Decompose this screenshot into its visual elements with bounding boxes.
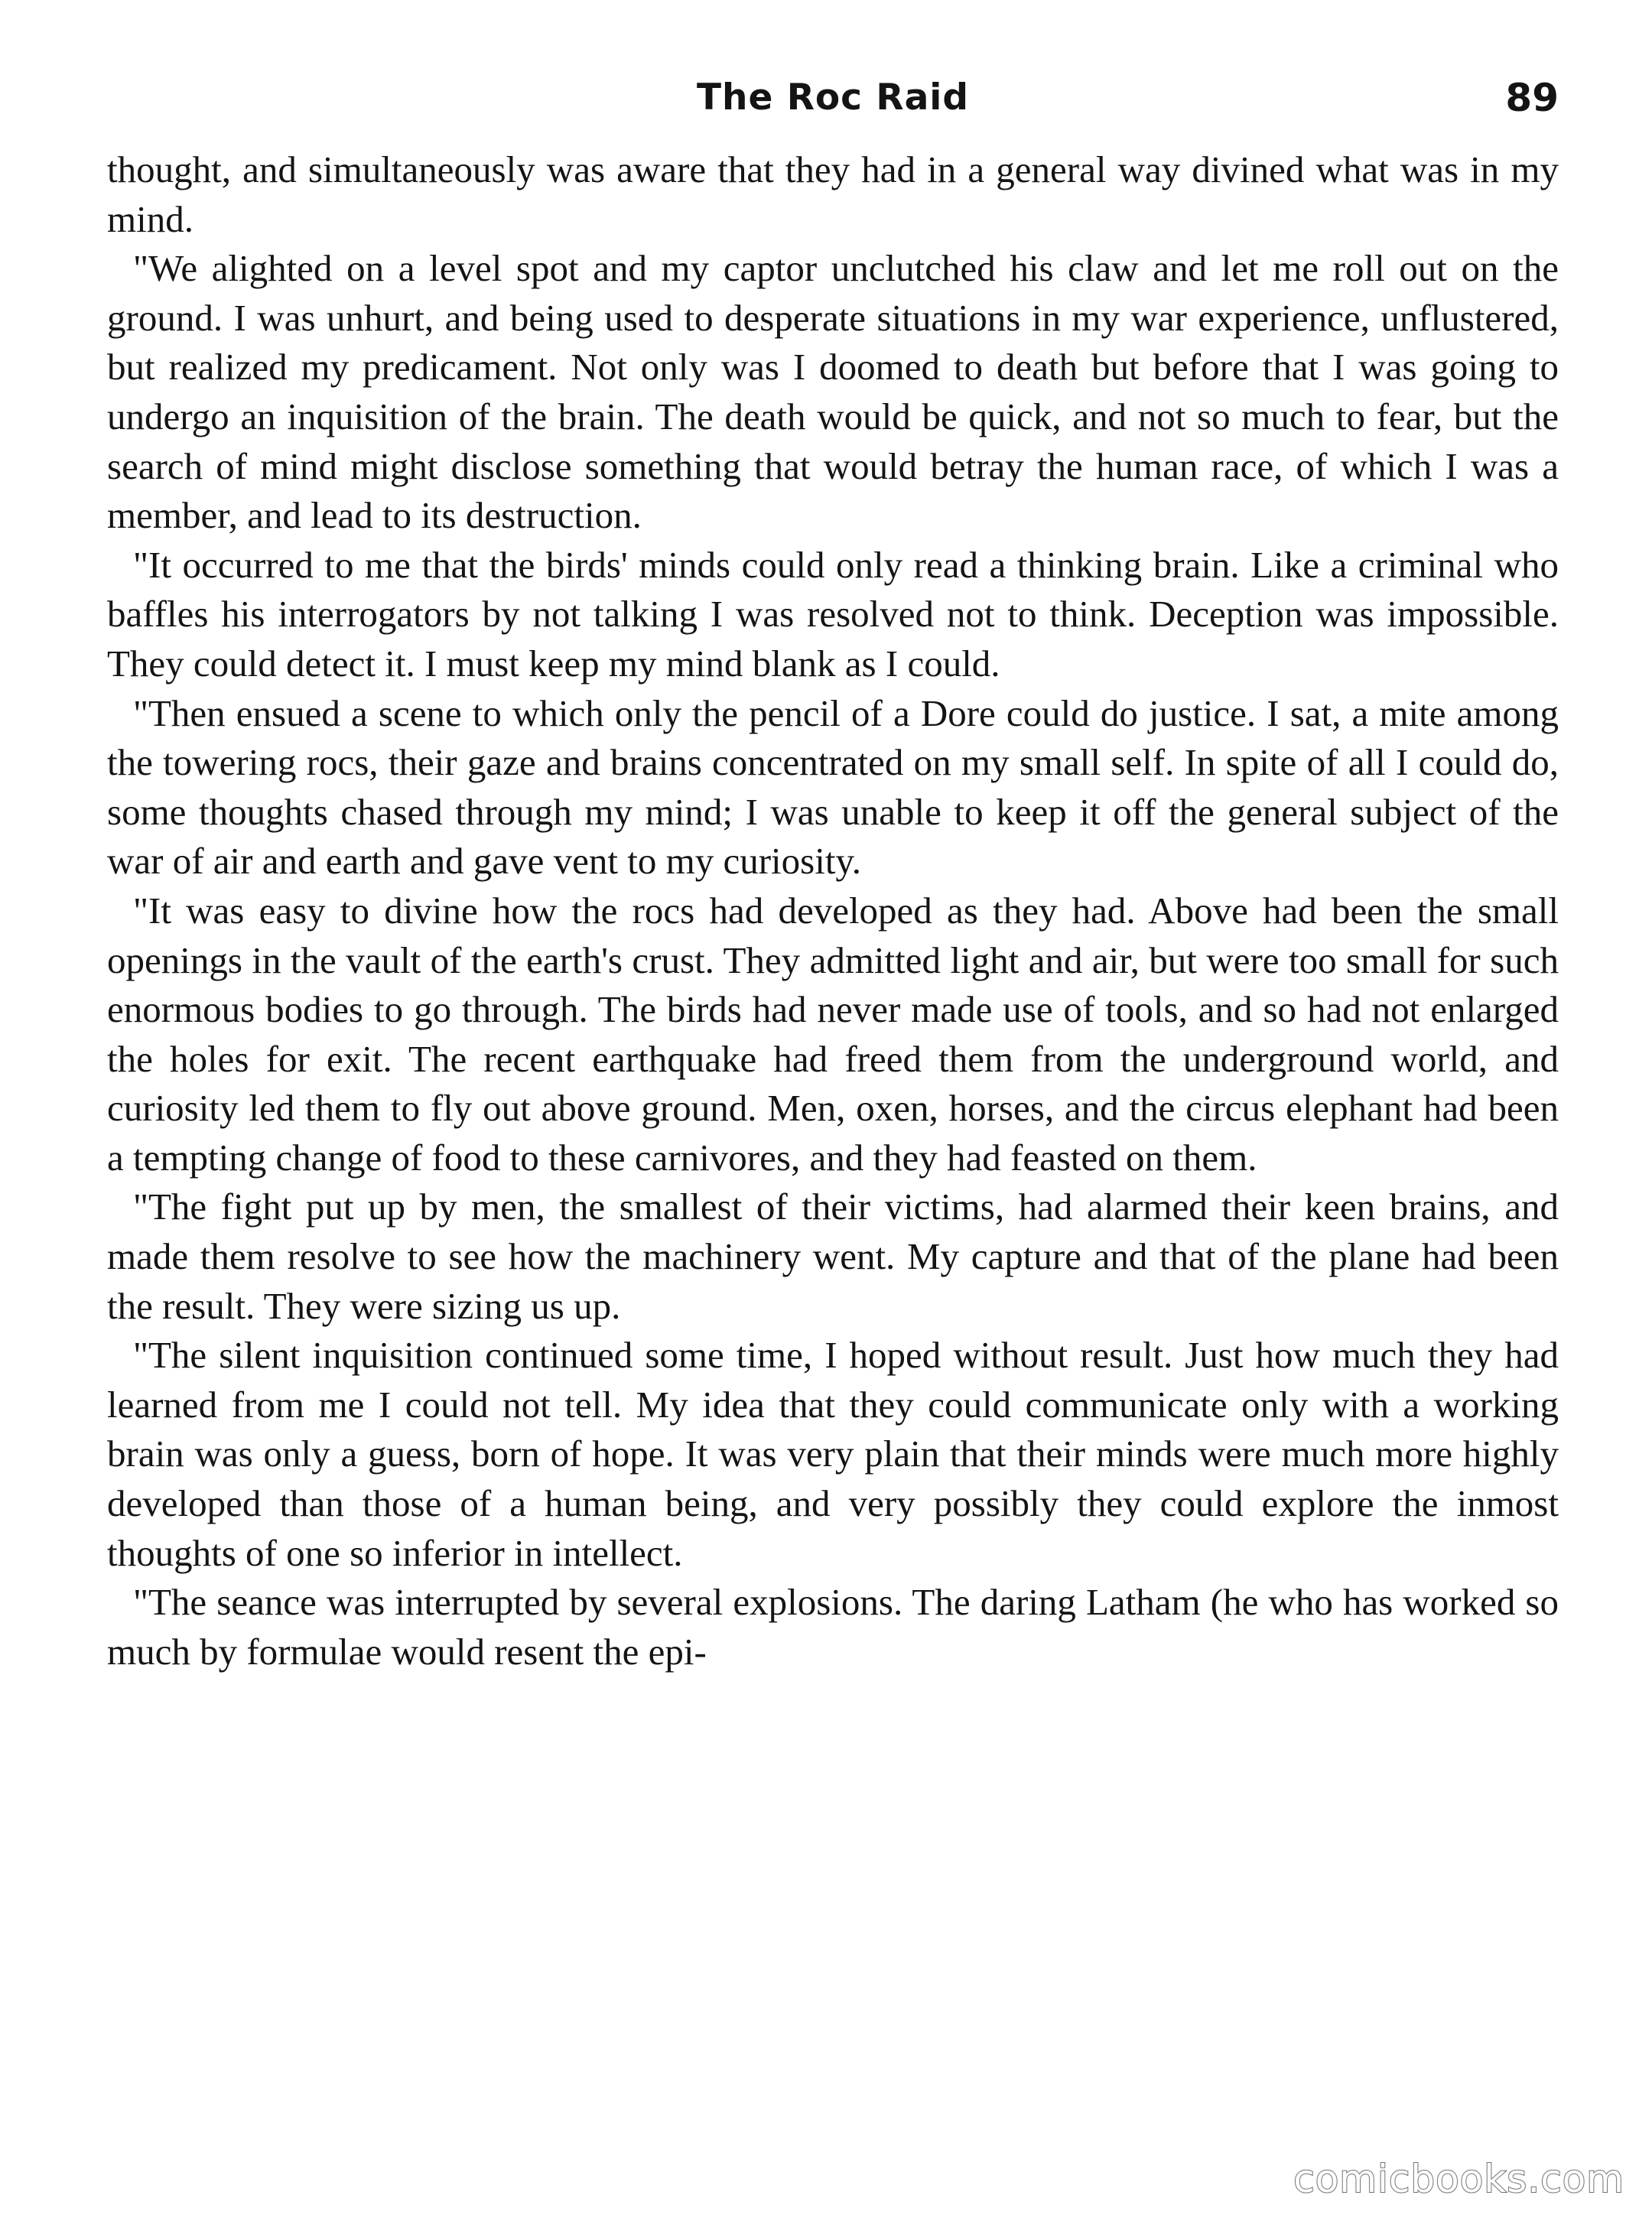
page-number: 89 (1505, 76, 1559, 120)
body-text (107, 145, 1559, 1677)
paragraph: "The silent inquisition continued some time, I hoped without result. Just how much they had learned from me I could not tell. My idea that they could communicate only with a working brain was only a guess, born of hope. It was very plain that their minds were much more highly developed than those of a human being, and very possibly they could explore the inmost thoughts of one so inferior in intellect. (107, 1334, 1559, 1574)
site-watermark: comicbooks.com (1293, 2157, 1624, 2201)
paragraph-truncated: "The seance was interrupted by several explosions. The daring Latham (he who has worked so much by formulae would resent the epi- (107, 1581, 1559, 1673)
paragraph: "It occurred to me that the birds' minds could only read a thinking brain. Like a criminal who baffles his interrogators by not talking I was resolved not to think. Deception was impossible. They could detect it. I must keep my mind blank as I could. (107, 543, 1559, 685)
chapter-title: The Roc Raid (696, 76, 970, 119)
paragraph: "It was easy to divine how the rocs had developed as they had. Above had been the small openings in the vault of the earth's crust. They admitted light and air, but were too small for such enormous bodies to go through. The birds had never made use of tools, and so had not enlarged the holes for exit. The recent earthquake had freed them from the underground world, and curiosity led them to fly out above ground. Men, oxen, horses, and the circus elephant had been a tempting change of food to these carnivores, and they had feasted on them. (107, 889, 1559, 1179)
paragraph: "Then ensued a scene to which only the pencil of a Dore could do justice. I sat, a mite among the towering rocs, their gaze and brains concentrated on my small self. In spite of all I could do, some thoughts chased through my mind; I was unable to keep it off the general subject of the war of air and earth and gave vent to my curiosity. (107, 691, 1559, 883)
paragraph: "We alighted on a level spot and my captor unclutched his claw and let me roll out on the ground. I was unhurt, and being used to desperate situations in my war experience, unflustered, but realized my predicament. Not only was I doomed to death but before that I was going to undergo an inquisition of the brain. The death would be quick, and not so much to fear, but the search of mind might disclose something that would betray the human race, of which I was a member, and lead to its destruction. (107, 247, 1559, 537)
paragraph: "The fight put up by men, the smallest of their victims, had alarmed their keen brains, and made them resolve to see how the machinery went. My capture and that of the plane had been the result. They were sizing us up. (107, 1185, 1559, 1327)
running-head (107, 67, 1559, 128)
paragraph-continuation: thought, and simultaneously was aware that they had in a general way divined what was in my mind. (107, 148, 1559, 240)
